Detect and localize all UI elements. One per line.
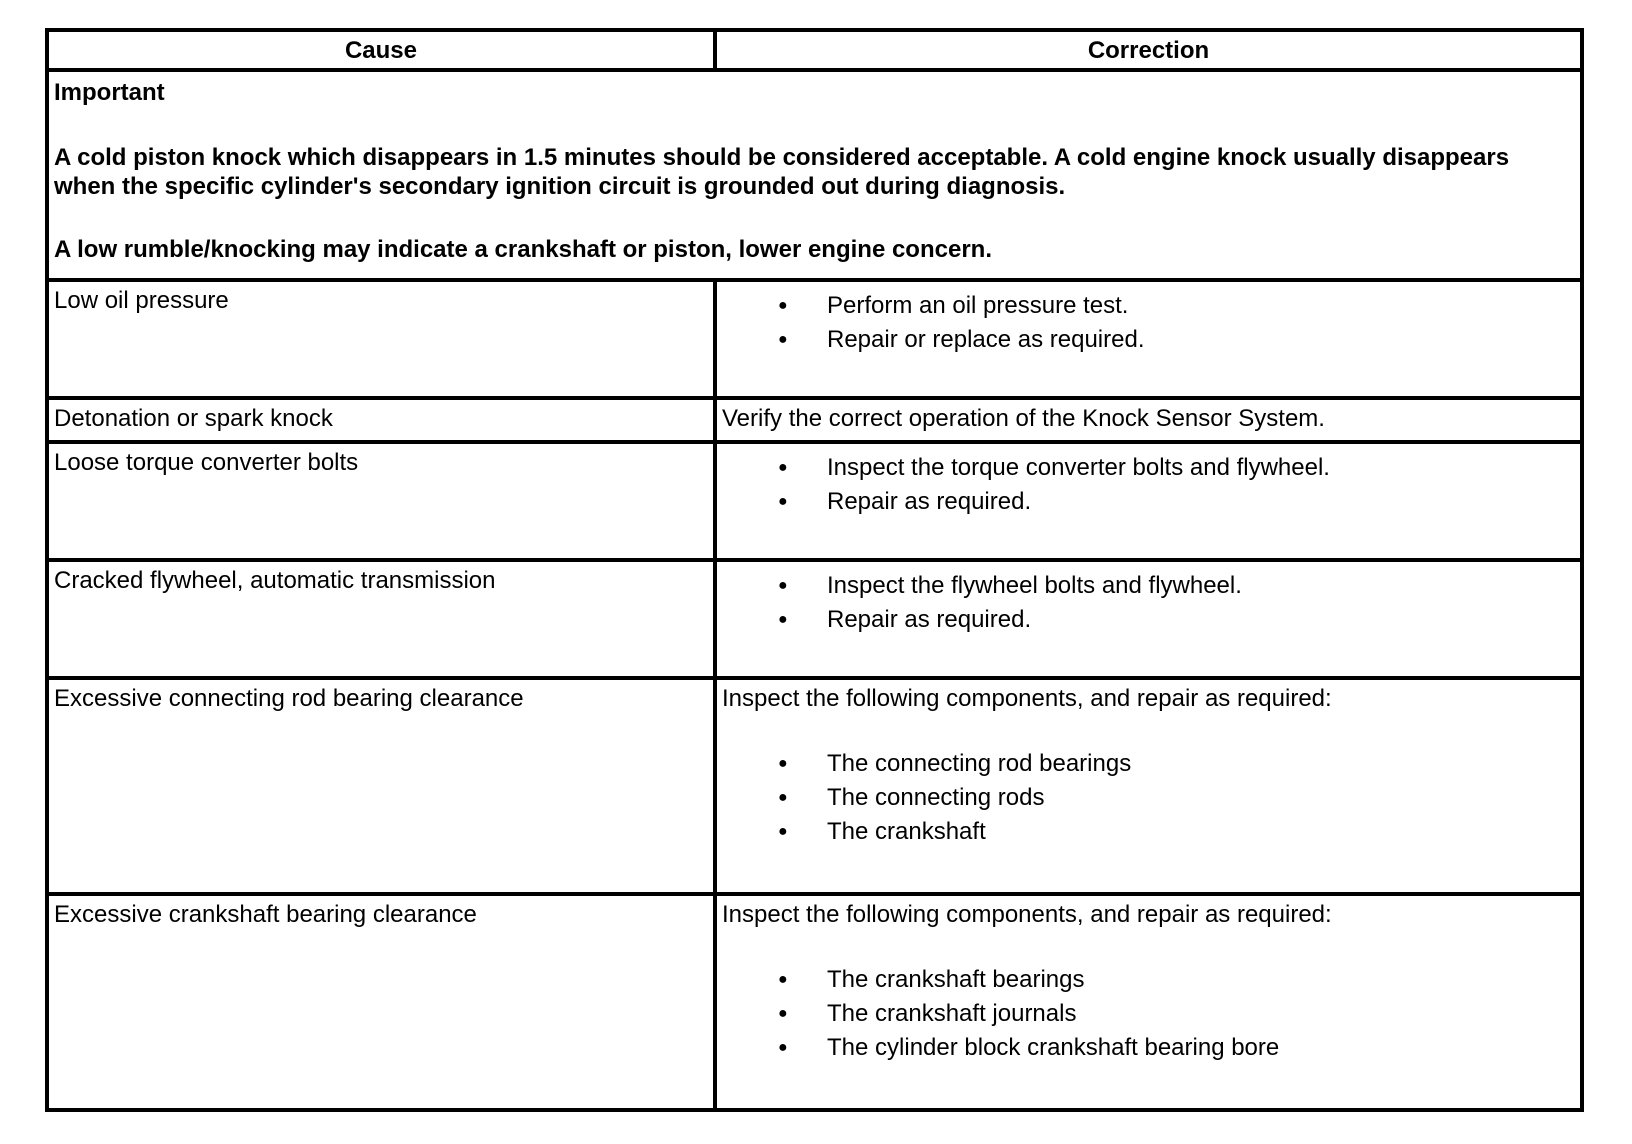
list-item: ● The crankshaft bearings xyxy=(722,963,1574,997)
cause-cell: Excessive crankshaft bearing clearance xyxy=(47,894,715,1110)
correction-cell xyxy=(715,442,1582,560)
correction-column-header: Correction xyxy=(715,30,1582,70)
correction-cell xyxy=(715,894,1582,1110)
table-row xyxy=(47,894,1582,1110)
cause-cell: Excessive connecting rod bearing clearance xyxy=(47,678,715,894)
list-item: ● The connecting rods xyxy=(722,781,1574,815)
list-item: ● Inspect the torque converter bolts and flywheel. xyxy=(722,451,1574,485)
list-item: ● The crankshaft journals xyxy=(722,997,1574,1031)
cause-cell: Detonation or spark knock xyxy=(47,398,715,442)
correction-intro: Inspect the following components, and repair as required: xyxy=(722,901,1332,928)
table-row xyxy=(47,678,1582,894)
table-row xyxy=(47,442,1582,560)
table-row xyxy=(47,280,1582,398)
list-item: ● The crankshaft xyxy=(722,815,1574,849)
correction-intro: Inspect the following components, and repair as required: xyxy=(722,685,1332,712)
cause-cell: Cracked flywheel, automatic transmission xyxy=(47,560,715,678)
important-paragraph-2: A low rumble/knocking may indicate a crankshaft or piston, lower engine concern. xyxy=(54,236,992,263)
cause-cell: Loose torque converter bolts xyxy=(47,442,715,560)
important-note-row xyxy=(47,70,1582,280)
correction-list xyxy=(722,747,1574,849)
list-item: ● Repair as required. xyxy=(722,485,1574,519)
correction-cell xyxy=(715,678,1582,894)
list-item: ● Inspect the flywheel bolts and flywheel. xyxy=(722,569,1574,603)
correction-list xyxy=(722,569,1574,637)
correction-cell: Verify the correct operation of the Knock Sensor System. xyxy=(715,398,1582,442)
list-item: ● The cylinder block crankshaft bearing bore xyxy=(722,1031,1574,1065)
correction-list xyxy=(722,963,1574,1065)
correction-list xyxy=(722,451,1574,519)
diagnostic-table xyxy=(45,28,1584,1112)
list-item: ● Repair or replace as required. xyxy=(722,323,1574,357)
table-row xyxy=(47,560,1582,678)
list-item: ● Perform an oil pressure test. xyxy=(722,289,1574,323)
correction-cell xyxy=(715,560,1582,678)
important-paragraph-1: A cold piston knock which disappears in 1.5 minutes should be considered acceptable. A cold engine knock usually disappears when the specific cylinder's secondary ignition circuit is grounded out during diagnosis. xyxy=(54,144,1510,200)
list-item: ● The connecting rod bearings xyxy=(722,747,1574,781)
table-row xyxy=(47,398,1582,442)
correction-cell xyxy=(715,280,1582,398)
important-title: Important xyxy=(54,79,165,106)
list-item: ● Repair as required. xyxy=(722,603,1574,637)
header-row xyxy=(47,30,1582,70)
cause-column-header: Cause xyxy=(47,30,715,70)
important-note xyxy=(47,70,1582,280)
correction-list xyxy=(722,289,1574,357)
cause-cell: Low oil pressure xyxy=(47,280,715,398)
